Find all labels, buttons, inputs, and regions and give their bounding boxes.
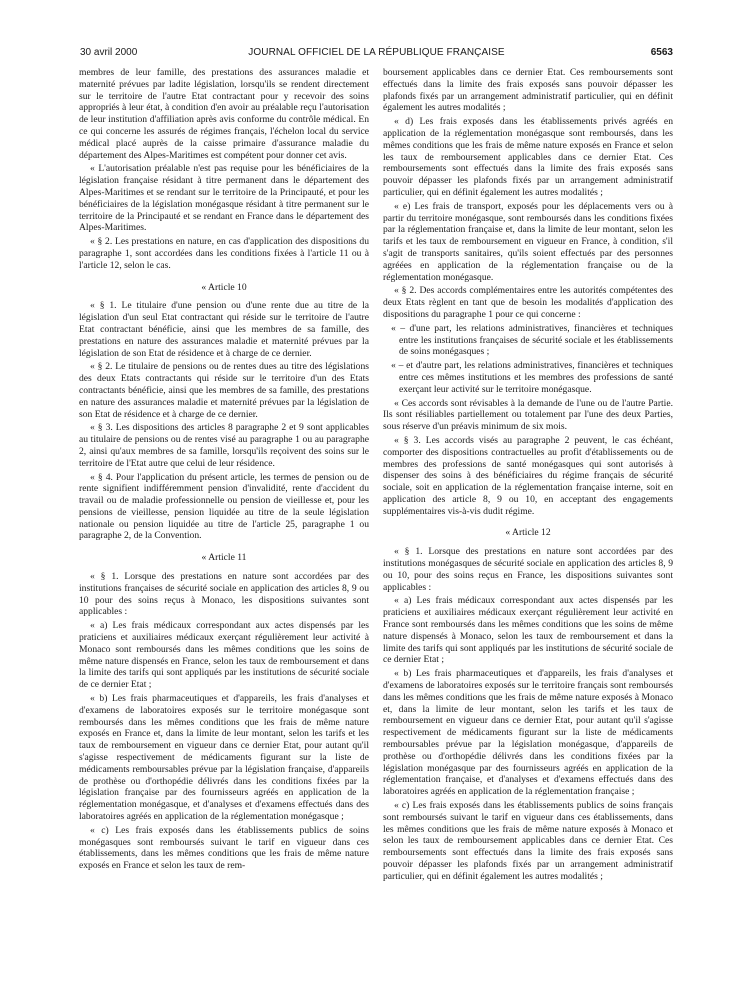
paragraph: « d) Les frais exposés dans les établissements privés agréés en application de la réglementation monégasque sont remboursés, dans les mêmes conditions que les frais de même nature exposés en France et selon les taux de remboursement applicables dans ce dernier Etat. Ces remboursements sont effectués dans la limite des frais exposés sans pouvoir dépasser les plafonds fixés par un arrangement administratif particulier, qui en définit également les autres modalités ; — [383, 116, 673, 198]
article-heading: « Article 11 — [201, 552, 247, 564]
paragraph: « c) Les frais exposés dans les établissements publics de soins monégasques sont remboursés suivant le tarif en vigueur dans ces établissements, dans les mêmes conditions que les frais de même nature exposés en France et selon les taux de rem- — [79, 824, 369, 872]
right-column — [383, 67, 673, 885]
paragraph: « § 2. Des accords complémentaires entre les autorités compétentes des deux Etats règlent en tant que de besoin les modalités d'application des dispositions du paragraphe 1 pour ce qui concerne : — [383, 285, 673, 320]
paragraph: « L'autorisation préalable n'est pas requise pour les bénéficiaires de la législation française résidant à titre permanent dans le département des Alpes-Maritimes et se rendant sur le territoire de la Principauté, et pour les bénéficiaires de la législation monégasque résidant à titre permanent sur le territoire de la Principauté et se rendant en France dans le département des Alpes-Maritimes. — [79, 163, 369, 234]
page-header — [80, 46, 673, 60]
journal-title: JOURNAL OFFICIEL DE LA RÉPUBLIQUE FRANÇAISE — [248, 47, 505, 58]
paragraph: « § 3. Les dispositions des articles 8 paragraphe 2 et 9 sont applicables au titulaire de pensions ou de rentes visé au paragraphe 1 ou au paragraphe 2, ainsi qu'aux membres de sa famille, lorsqu'ils reçoivent des soins sur le territoire de l'Etat autre que celui de leur résidence. — [79, 422, 369, 469]
left-column — [79, 67, 369, 874]
article-heading: « Article 10 — [201, 281, 247, 293]
article-heading: « Article 12 — [505, 527, 551, 539]
list-item: « – et d'autre part, les relations administratives, financières et techniques entre ces mêmes institutions et les membres des professions de santé exerçant leur activité sur le territoire monégasque. — [391, 360, 673, 395]
paragraph: « e) Les frais de transport, exposés pour les déplacements vers ou à partir du territoire monégasque, sont remboursés dans les conditions fixées par la réglementation française et, dans la limite de leur montant, selon les tarifs et les taux de remboursement en vigueur en France, à condition, s'il s'agit de transports sanitaires, qu'ils soient effectués par des personnes agréées en application de la réglementation française ou de la réglementation monégasque. — [383, 200, 673, 283]
paragraph: membres de leur famille, des prestations des assurances maladie et maternité prévues par ladite législation, lorsqu'ils se rendent directement sur le territoire de l'autre Etat contractant pour y recevoir des soins appropriés à leur état, à condition d'en avoir au préalable reçu l'autorisation de leur institution d'affiliation après avis conforme du contrôle médical. En ce qui concerne les assurés de régimes français, l'échelon local du service médical placé auprès de la caisse primaire d'assurance maladie du département des Alpes-Maritimes est compétent pour donner cet avis. — [79, 67, 369, 161]
header-date: 30 avril 2000 — [80, 47, 138, 58]
paragraph: « a) Les frais médicaux correspondant aux actes dispensés par les praticiens et auxiliaires médicaux exerçant régulièrement leur activité à Monaco sont remboursés dans les mêmes conditions que les soins de même nature dispensés en France, selon les taux de remboursement et dans la limite des tarifs qui sont appliqués par les institutions de sécurité sociale de ce dernier Etat ; — [79, 620, 369, 691]
paragraph: « § 1. Le titulaire d'une pension ou d'une rente due au titre de la législation d'un seul Etat contractant qui réside sur le territoire de l'autre Etat contractant bénéficie, ainsi que les membres de sa famille, des prestations en nature des assurances maladie et maternité prévues par la législation de son Etat de résidence et à charge de ce dernier. — [79, 300, 369, 359]
paragraph: « b) Les frais pharmaceutiques et d'appareils, les frais d'analyses et d'examens de laboratoires exposés sur le territoire monégasque sont remboursés dans les mêmes conditions que les frais de même nature exposés en France et, dans la limite de leur montant, selon les tarifs et les taux de remboursement en vigueur dans ce dernier Etat, pour autant qu'il s'agisse respectivement de médicaments figurant sur la liste de médicaments remboursables prévue par la législation française, d'appareils de prothèse ou d'orthopédie délivrés dans les conditions fixées par la législation française par des fournisseurs agréés en application de la réglementation monégasque, et d'analyses et d'examens effectués dans des laboratoires agréés en application de la réglementation monégasque ; — [79, 693, 369, 823]
paragraph: « § 2. Les prestations en nature, en cas d'application des dispositions du paragraphe 1, sont accordées dans les conditions fixées à l'article 11 ou à l'article 12, selon le cas. — [79, 236, 369, 271]
paragraph: « c) Les frais exposés dans les établissements publics de soins français sont remboursés suivant le tarif en vigueur dans ces établissements, dans les mêmes conditions que les frais de même nature exposés à Monaco et selon les taux de remboursement applicables dans ce dernier Etat. Ces remboursements sont effectués dans la limite des frais exposés sans pouvoir dépasser les plafonds fixés par un arrangement administratif particulier, qui en définit également les autres modalités ; — [383, 800, 673, 882]
page-number: 6563 — [650, 47, 673, 58]
paragraph: « § 4. Pour l'application du présent article, les termes de pension ou de rente signifient indifféremment pension d'invalidité, rente d'accident du travail ou de maladie professionnelle ou pension de vieillesse et, pour les pensions de vieillesse, pension liquidée au titre de la seule législation nationale ou pension liquidée au titre de l'article 25, paragraphe 1 ou paragraphe 2, de la Convention. — [79, 471, 369, 542]
paragraph: « § 2. Le titulaire de pensions ou de rentes dues au titre des législations des deux Etats contractants qui réside sur le territoire d'un des Etats contractants bénéficie, ainsi que les membres de sa famille, des prestations en nature des assurances maladie et maternité prévues par la législation de son Etat de résidence et à charge de ce dernier. — [79, 361, 369, 420]
paragraph: « Ces accords sont révisables à la demande de l'une ou de l'autre Partie. Ils sont résiliables partiellement ou totalement par l'une des deux Parties, sous réserve d'un préavis minimum de six mois. — [383, 397, 673, 433]
paragraph: « § 3. Les accords visés au paragraphe 2 peuvent, le cas échéant, comporter des dispositions contractuelles au profit d'établissements ou de membres des professions de santé monégasques qui sont autorisés à dispenser des soins à des bénéficiaires du régime français de sécurité sociale, soit en application de la réglementation française interne, soit en application des article 8, 9 ou 10, en acceptant des engagements supplémentaires vis-à-vis dudit régime. — [383, 434, 673, 517]
paragraph: « § 1. Lorsque des prestations en nature sont accordées par des institutions monégasques de sécurité sociale en application des articles 8, 9 ou 10, pour des soins reçus en France, les dispositions suivantes sont applicables : — [383, 546, 673, 593]
paragraph: « § 1. Lorsque des prestations en nature sont accordées par des institutions françaises de sécurité sociale en application des articles 8, 9 ou 10 pour des soins reçus à Monaco, les dispositions suivantes sont applicables : — [79, 571, 369, 618]
paragraph: « a) Les frais médicaux correspondant aux actes dispensés par les praticiens et auxiliaires médicaux exerçant régulièrement leur activité en France sont remboursés dans les mêmes conditions que les soins de même nature dispensés à Monaco, selon les taux de remboursement et dans la limite des tarifs qui sont appliqués par les institutions de sécurité sociale de ce dernier Etat ; — [383, 595, 673, 666]
paragraph: boursement applicables dans ce dernier Etat. Ces remboursements sont effectués dans la limite des frais exposés sans pouvoir dépasser les plafonds fixés par un arrangement administratif particulier, qui en définit également les autres modalités ; — [383, 67, 673, 114]
paragraph: « b) Les frais pharmaceutiques et d'appareils, les frais d'analyses et d'examens de laboratoires exposés sur le territoire français sont remboursés dans les mêmes conditions que les frais de même nature exposés à Monaco et, dans la limite de leur montant, selon les tarifs et les taux de remboursement en vigueur dans ce dernier Etat, pour autant qu'il s'agisse respectivement de médicaments figurant sur la liste de médicaments remboursables prévue par la législation monégasque, d'appareils de prothèse ou d'orthopédie délivrés dans les conditions fixées par la législation monégasque par des fournisseurs agréés en application de la réglementation française, et d'analyses et d'examens effectués dans des laboratoires agréés en application de la réglementation française ; — [383, 668, 673, 798]
list-item: « – d'une part, les relations administratives, financières et techniques entre les institutions françaises de sécurité sociale et les établissements de soins monégasques ; — [391, 322, 673, 358]
